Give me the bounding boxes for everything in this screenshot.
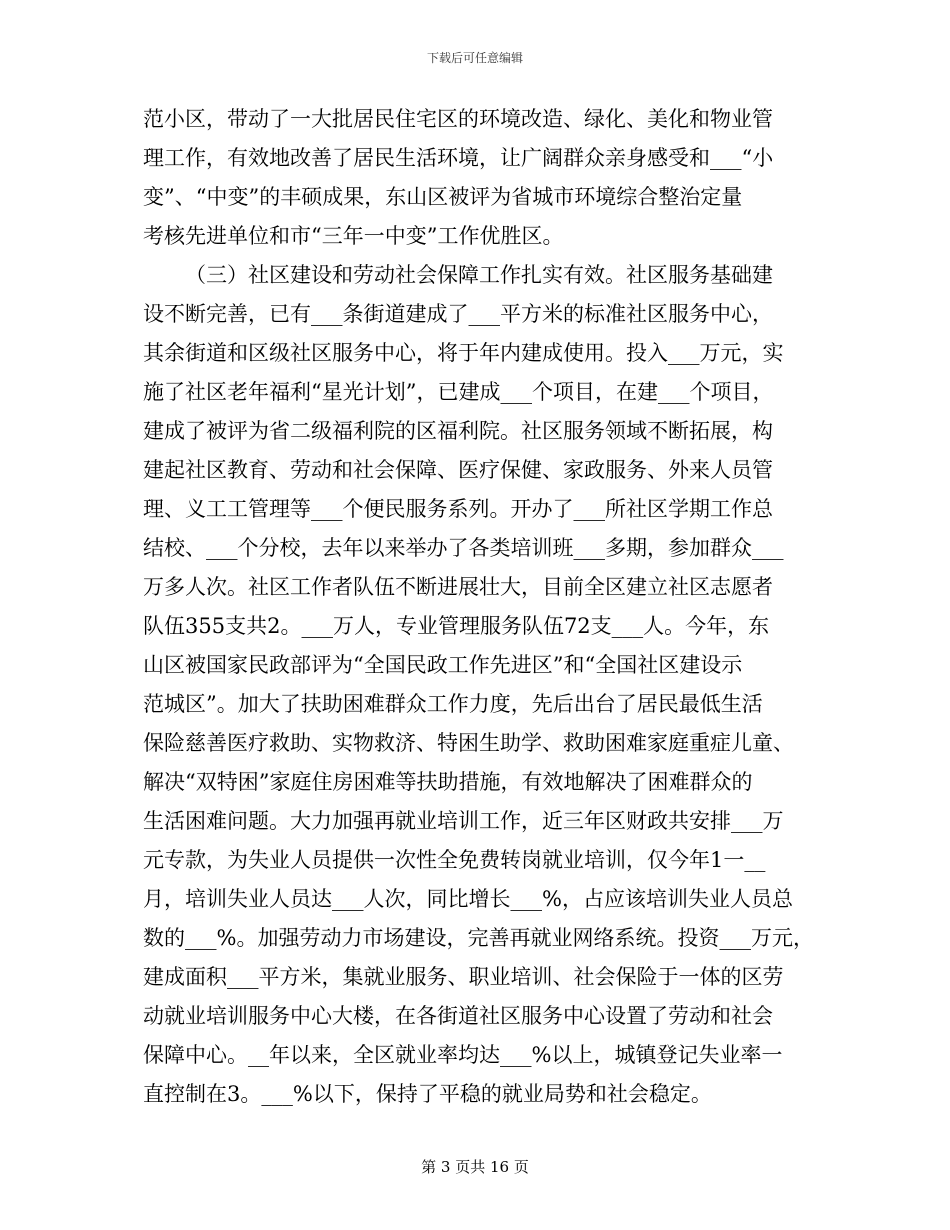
text-line: 月，培训失业人员达___人次，同比增长___%，占应该培训失业人员总 bbox=[143, 887, 793, 911]
page-number-footer: 第 3 页共 16 页 bbox=[421, 1158, 529, 1176]
text-line: 保障中心。__年以来，全区就业率均达___%以上，城镇登记失业率一 bbox=[143, 1043, 783, 1067]
text-line: 考核先进单位和市“三年一中变”工作优胜区。 bbox=[143, 224, 564, 248]
text-line: 数的___%。加强劳动力市场建设，完善再就业网络系统。投资___万元， bbox=[143, 926, 814, 950]
text-line: 解决“双特困”家庭住房困难等扶助措施，有效地解决了困难群众的 bbox=[143, 770, 753, 794]
section-heading-line: （三）社区建设和劳动社会保障工作扎实有效。社区服务基础建 bbox=[185, 263, 773, 287]
text-line: 山区被国家民政部评为“全国民政工作先进区”和“全国社区建设示 bbox=[143, 653, 743, 677]
text-line: 结校、___个分校，去年以来举办了各类培训班___多期，参加群众___ bbox=[143, 536, 784, 560]
text-line: 设不断完善，已有___条街道建成了___平方米的标准社区服务中心， bbox=[143, 302, 773, 326]
text-line: 队伍355支共2。___万人，专业管理服务队伍72支___人。今年，东 bbox=[143, 614, 770, 638]
text-line: 建起社区教育、劳动和社会保障、医疗保健、家政服务、外来人员管 bbox=[143, 458, 773, 482]
text-line: 直控制在3。___%以下，保持了平稳的就业局势和社会稳定。 bbox=[143, 1082, 712, 1106]
text-line: 生活困难问题。大力加强再就业培训工作，近三年区财政共安排___万 bbox=[143, 809, 784, 833]
text-line: 理、义工工管理等___个便民服务系列。开办了___所社区学期工作总 bbox=[143, 497, 773, 521]
text-line: 保险慈善医疗救助、实物救济、特困生助学、救助困难家庭重症儿童、 bbox=[143, 731, 794, 755]
text-line: 万多人次。社区工作者队伍不断进展壮大，目前全区建立社区志愿者 bbox=[143, 575, 773, 599]
text-line: 建成了被评为省二级福利院的区福利院。社区服务领域不断拓展，构 bbox=[143, 419, 773, 443]
text-line: 其余街道和区级社区服务中心，将于年内建成使用。投入___万元，实 bbox=[143, 341, 784, 365]
text-line: 建成面积___平方米，集就业服务、职业培训、社会保险于一体的区劳 bbox=[143, 965, 784, 989]
document-body bbox=[143, 100, 813, 1114]
page-header-note: 下载后可任意编辑 bbox=[426, 51, 523, 65]
text-line: 范小区，带动了一大批居民住宅区的环境改造、绿化、美化和物业管 bbox=[143, 107, 773, 131]
text-line: 元专款，为失业人员提供一次性全免费转岗就业培训，仅今年1一__ bbox=[143, 848, 766, 872]
text-line: 动就业培训服务中心大楼，在各街道社区服务中心设置了劳动和社会 bbox=[143, 1004, 773, 1028]
text-line: 施了社区老年福利“星光计划”，已建成___个项目，在建___个项目， bbox=[143, 380, 774, 404]
text-line: 变”、“中变”的丰硕成果，东山区被评为省城市环境综合整治定量 bbox=[143, 185, 743, 209]
text-line: 理工作，有效地改善了居民生活环境，让广阔群众亲身感受和___“小 bbox=[143, 146, 774, 170]
text-line: 范城区”。加大了扶助困难群众工作力度，先后出台了居民最低生活 bbox=[143, 692, 763, 716]
